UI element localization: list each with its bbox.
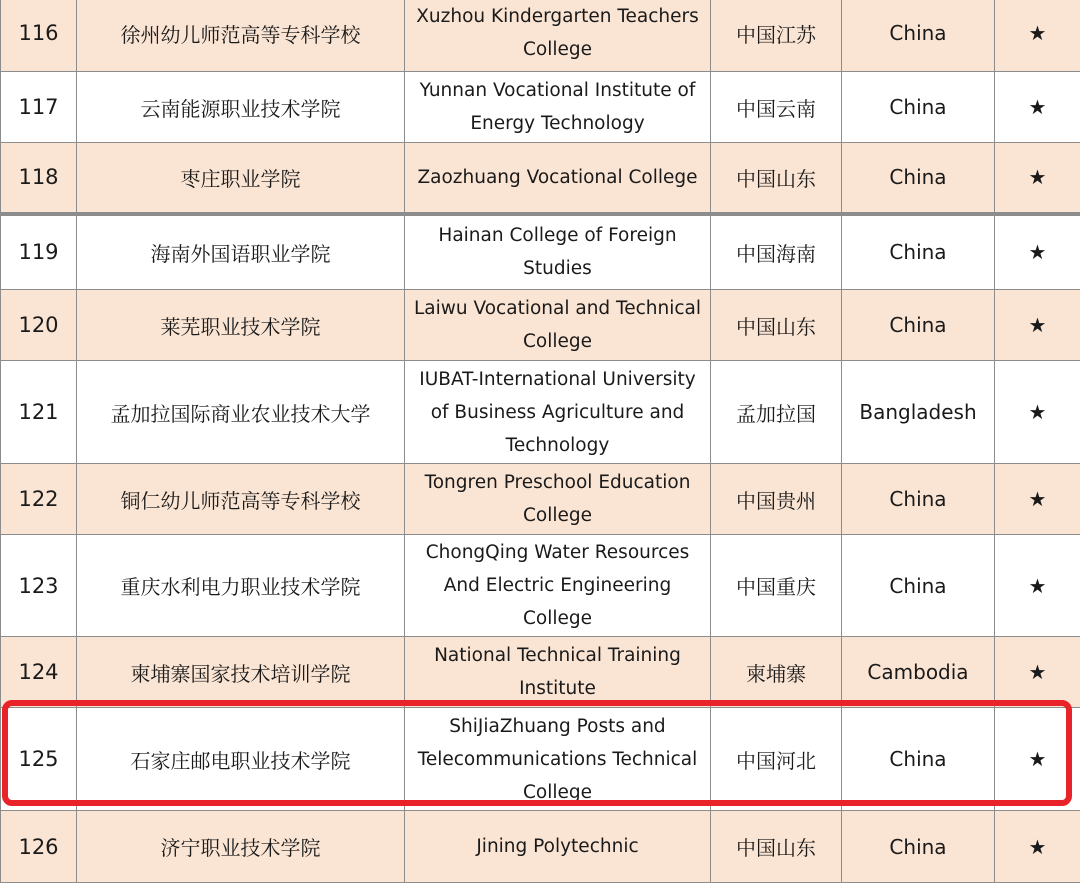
- row-number: 124: [1, 637, 77, 708]
- table-row: [1, 637, 1080, 708]
- chinese-name: 铜仁幼儿师范高等专科学校: [77, 464, 405, 535]
- country: China: [842, 708, 995, 811]
- row-number: 125: [1, 708, 77, 811]
- english-name: Zaozhuang Vocational College: [405, 143, 711, 214]
- english-name: ShiJiaZhuang Posts and Telecommunications Technical College: [405, 708, 711, 811]
- region: 中国河北: [711, 708, 842, 811]
- chinese-name: 徐州幼儿师范高等专科学校: [77, 0, 405, 72]
- row-number: 116: [1, 0, 77, 72]
- star-mark: ★: [995, 214, 1080, 290]
- table-row: [1, 535, 1080, 637]
- star-mark: ★: [995, 535, 1080, 637]
- chinese-name: 孟加拉国际商业农业技术大学: [77, 361, 405, 464]
- english-name: IUBAT-International University of Business Agriculture and Technology: [405, 361, 711, 464]
- country: China: [842, 464, 995, 535]
- table-row: [1, 72, 1080, 143]
- chinese-name: 济宁职业技术学院: [77, 811, 405, 883]
- english-name: Yunnan Vocational Institute of Energy Technology: [405, 72, 711, 143]
- chinese-name: 莱芜职业技术学院: [77, 290, 405, 361]
- country: China: [842, 72, 995, 143]
- chinese-name: 石家庄邮电职业技术学院: [77, 708, 405, 811]
- star-mark: ★: [995, 143, 1080, 214]
- region: 中国海南: [711, 214, 842, 290]
- row-number: 123: [1, 535, 77, 637]
- english-name: Hainan College of Foreign Studies: [405, 214, 711, 290]
- region: 中国贵州: [711, 464, 842, 535]
- table-row: [1, 0, 1080, 72]
- english-name: Jining Polytechnic: [405, 811, 711, 883]
- star-mark: ★: [995, 811, 1080, 883]
- english-name: National Technical Training Institute: [405, 637, 711, 708]
- country: China: [842, 290, 995, 361]
- table-row: [1, 811, 1080, 883]
- country: China: [842, 811, 995, 883]
- row-number: 122: [1, 464, 77, 535]
- region: 中国山东: [711, 811, 842, 883]
- region: 中国重庆: [711, 535, 842, 637]
- country: China: [842, 0, 995, 72]
- chinese-name: 云南能源职业技术学院: [77, 72, 405, 143]
- star-mark: ★: [995, 72, 1080, 143]
- row-number: 126: [1, 811, 77, 883]
- region: 中国江苏: [711, 0, 842, 72]
- star-mark: ★: [995, 361, 1080, 464]
- country: Bangladesh: [842, 361, 995, 464]
- country: China: [842, 143, 995, 214]
- region: 柬埔寨: [711, 637, 842, 708]
- chinese-name: 海南外国语职业学院: [77, 214, 405, 290]
- region: 孟加拉国: [711, 361, 842, 464]
- country: China: [842, 214, 995, 290]
- chinese-name: 枣庄职业学院: [77, 143, 405, 214]
- star-mark: ★: [995, 708, 1080, 811]
- table-row: [1, 214, 1080, 290]
- star-mark: ★: [995, 290, 1080, 361]
- english-name: Xuzhou Kindergarten Teachers College: [405, 0, 711, 72]
- star-mark: ★: [995, 464, 1080, 535]
- row-number: 118: [1, 143, 77, 214]
- table-row: [1, 361, 1080, 464]
- country: Cambodia: [842, 637, 995, 708]
- table-row: [1, 290, 1080, 361]
- row-number: 117: [1, 72, 77, 143]
- row-number: 121: [1, 361, 77, 464]
- region: 中国云南: [711, 72, 842, 143]
- star-mark: ★: [995, 0, 1080, 72]
- chinese-name: 柬埔寨国家技术培训学院: [77, 637, 405, 708]
- row-number: 120: [1, 290, 77, 361]
- row-number: 119: [1, 214, 77, 290]
- country: China: [842, 535, 995, 637]
- region: 中国山东: [711, 143, 842, 214]
- region: 中国山东: [711, 290, 842, 361]
- chinese-name: 重庆水利电力职业技术学院: [77, 535, 405, 637]
- table-row: [1, 708, 1080, 811]
- table-row: [1, 143, 1080, 214]
- english-name: Tongren Preschool Education College: [405, 464, 711, 535]
- english-name: Laiwu Vocational and Technical College: [405, 290, 711, 361]
- table-row: [1, 464, 1080, 535]
- english-name: ChongQing Water Resources And Electric Engineering College: [405, 535, 711, 637]
- star-mark: ★: [995, 637, 1080, 708]
